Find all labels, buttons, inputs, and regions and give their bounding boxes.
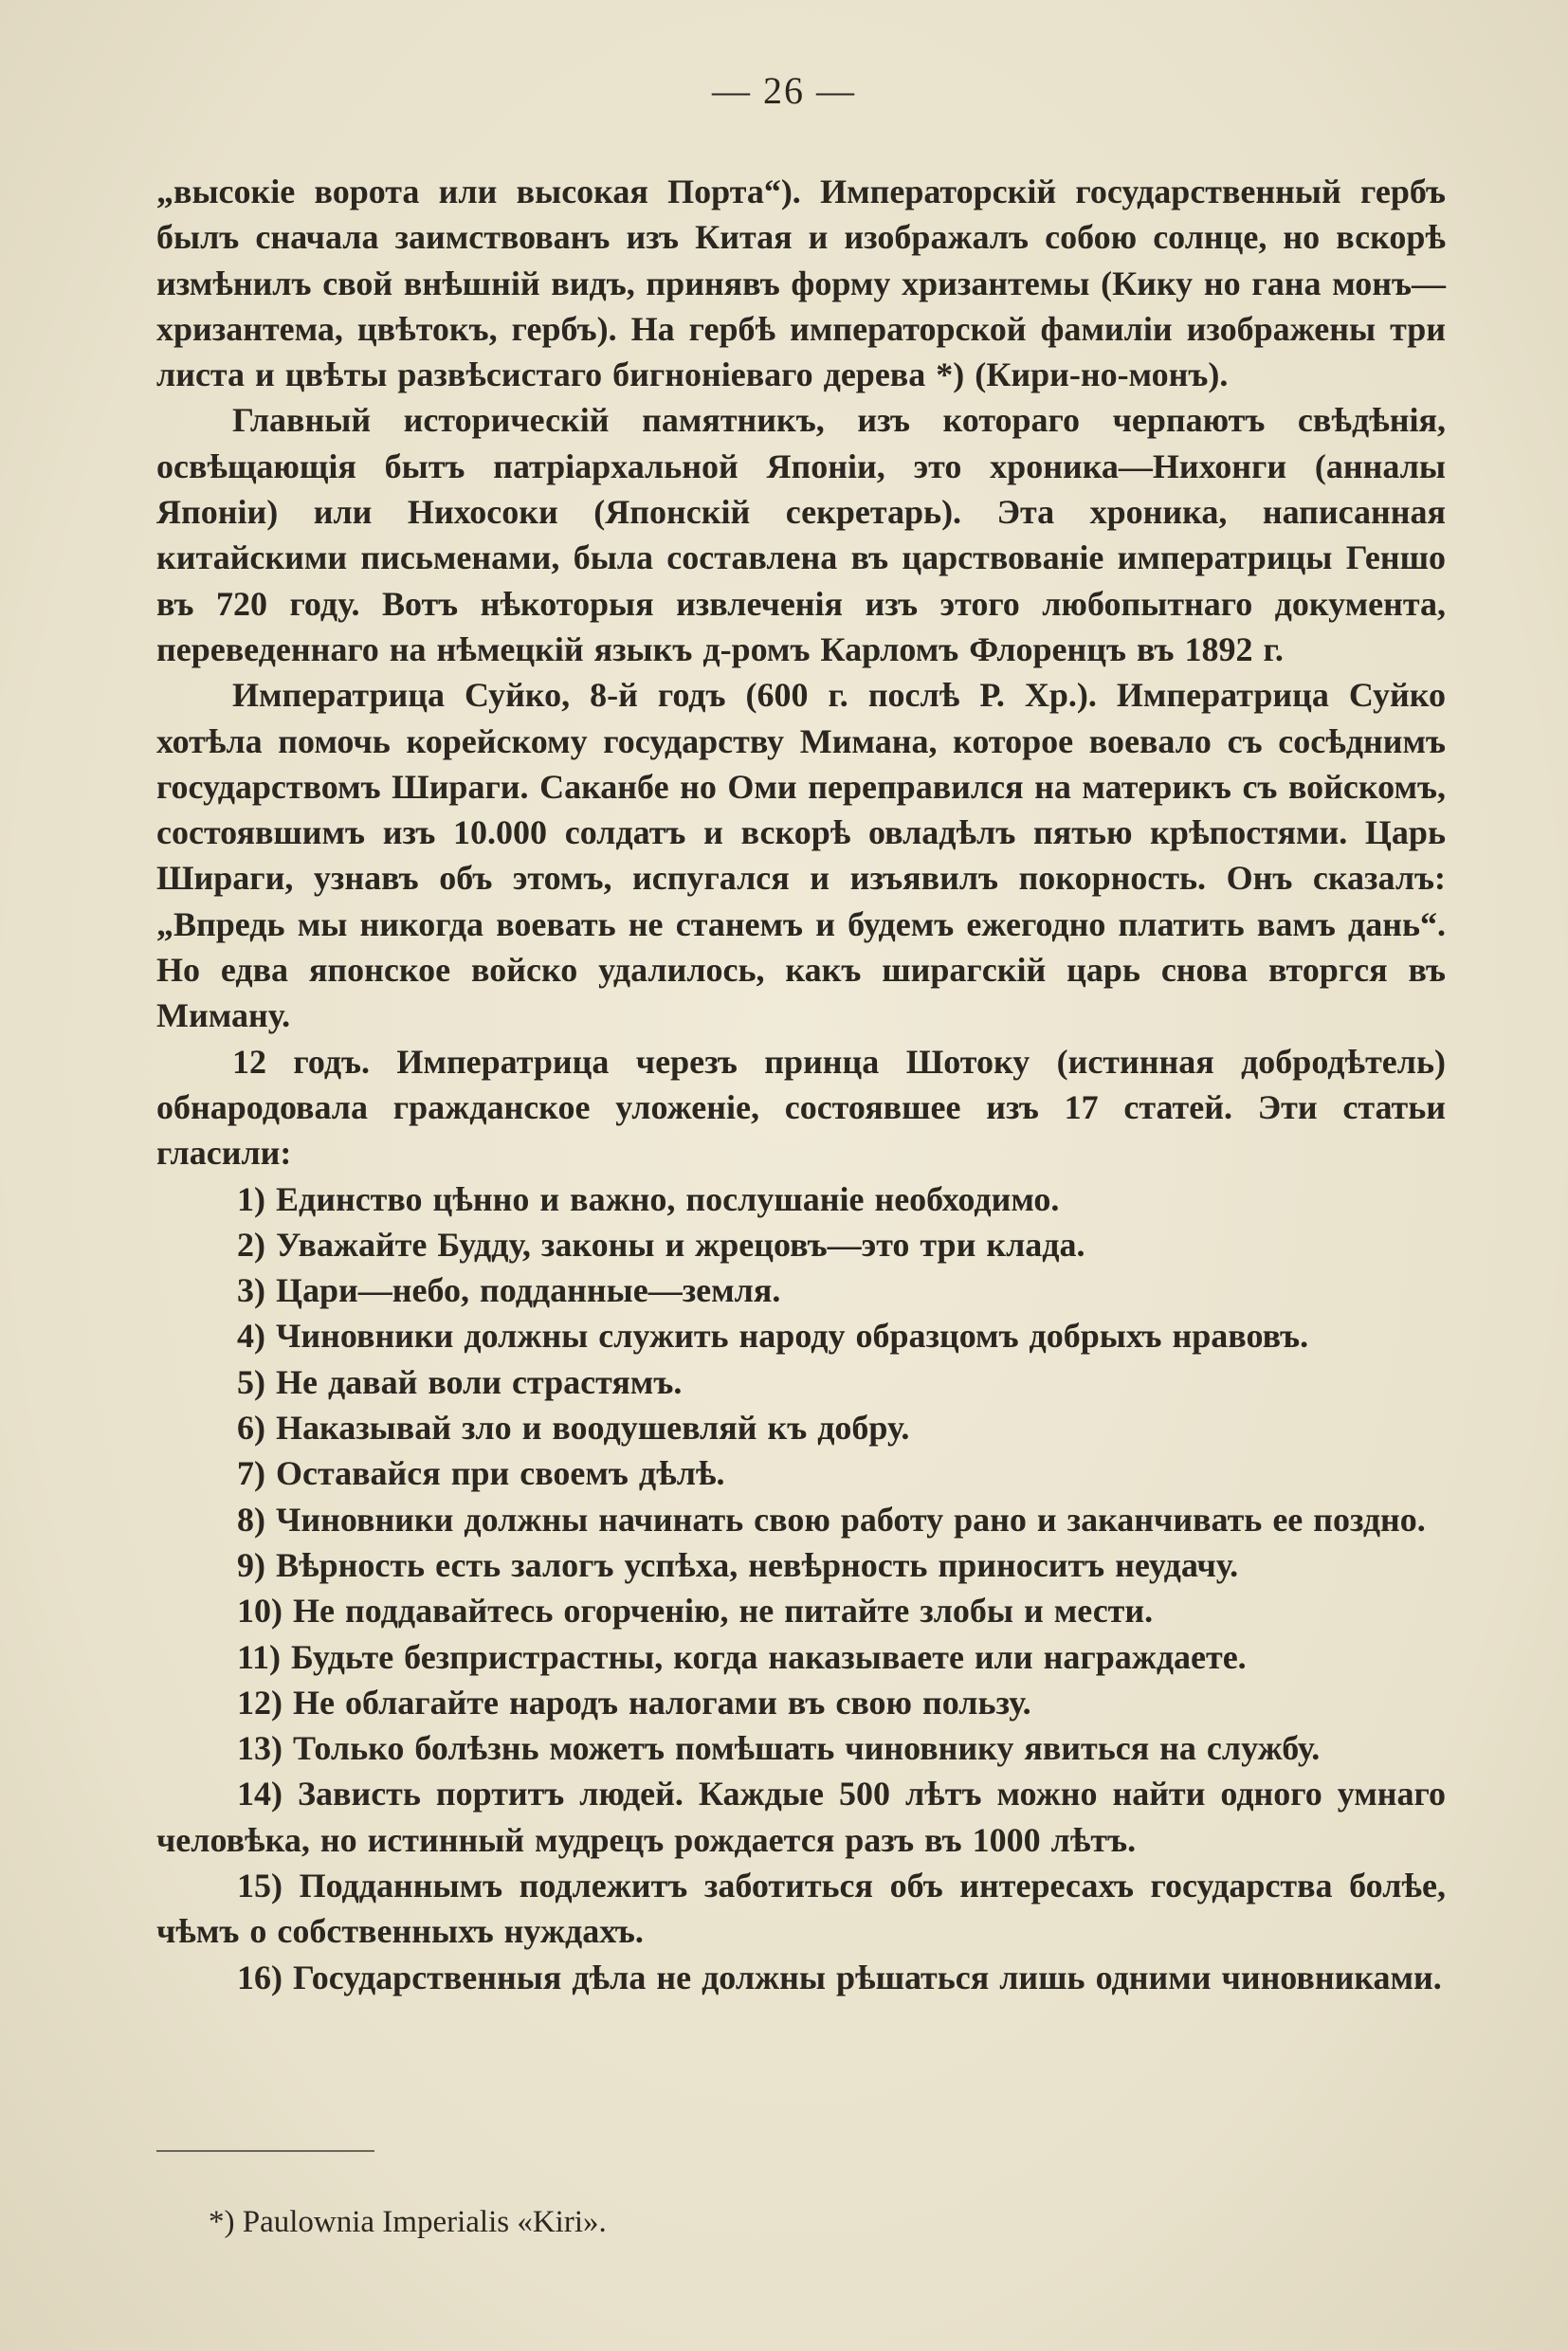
- list-item: 10) Не поддавайтесь огорченію, не питайте злобы и мести.: [237, 1592, 1154, 1631]
- list-item: 6) Наказывай зло и воодушевляй къ добру.: [237, 1409, 910, 1448]
- footnote: *) Paulownia Imperialis «Kiri».: [209, 2205, 607, 2239]
- list-item: 7) Оставайся при своемъ дѣлѣ.: [237, 1454, 725, 1493]
- footnote-divider: [156, 2150, 374, 2152]
- list-item: 2) Уважайте Будду, законы и жрецовъ—это три клада.: [237, 1225, 1085, 1264]
- list-item: 1) Единство цѣнно и важно, послушаніе необходимо.: [237, 1179, 1060, 1218]
- paragraph-civil-code: 12 годъ. Императрица черезъ принца Шотоку (истинная добродѣтель) обнародовала гражданское уложеніе, состоявшее изъ 17 статей. Эти статьи гласили:: [156, 1042, 1446, 1173]
- list-item: 5) Не давай воли страстямъ.: [237, 1362, 683, 1401]
- list-item: 15) Подданнымъ подлежитъ заботиться объ интересахъ государства болѣе, чѣмъ о собственныхъ нуждахъ.: [156, 1866, 1446, 1951]
- list-item: 12) Не облагайте народъ налогами въ свою пользу.: [237, 1683, 1031, 1722]
- list-item: 13) Только болѣзнь можетъ помѣшать чиновнику явиться на службу.: [237, 1729, 1321, 1768]
- list-item: 3) Цари—небо, подданные—земля.: [237, 1271, 781, 1310]
- page-number: — 26 —: [712, 69, 856, 112]
- articles-list: [156, 1176, 1446, 2000]
- paragraph-empress-suiko: Императрица Суйко, 8-й годъ (600 г. послѣ Р. Хр.). Императрица Суйко хотѣла помочь корейскому государству Мимана, которое воевало съ сосѣднимъ государствомъ Шираги. Саканбе но Оми переправился на материкъ съ войскомъ, состоявшимъ изъ 10.000 солдатъ и вскорѣ овладѣлъ пятью крѣпостями. Царь Шираги, узнавъ объ этомъ, испугался и изъявилъ покорность. Онъ сказалъ: „Впредь мы никогда воевать не станемъ и будемъ ежегодно платить вамъ дань“. Но едва японское войско удалилось, какъ ширагскій царь снова вторгся въ Миману.: [156, 676, 1446, 1035]
- list-item: 16) Государственныя дѣла не должны рѣшаться лишь одними чиновниками.: [237, 1958, 1442, 1996]
- list-item: 9) Вѣрность есть залогъ успѣха, невѣрность приноситъ неудачу.: [237, 1545, 1239, 1584]
- list-item: 8) Чиновники должны начинать свою работу рано и заканчивать ее поздно.: [237, 1500, 1426, 1539]
- list-item: 14) Зависть портитъ людей. Каждые 500 лѣтъ можно найти одного умнаго человѣка, но истинный мудрецъ рождается разъ въ 1000 лѣтъ.: [156, 1775, 1446, 1859]
- list-item: 11) Будьте безпристрастны, когда наказываете или награждаете.: [237, 1637, 1247, 1676]
- paragraph-chronicle: Главный историческій памятникъ, изъ котораго черпаютъ свѣдѣнія, освѣщающія бытъ патріархальной Японіи, это хроника—Нихонги (анналы Японіи) или Нихосоки (Японскій секретарь). Эта хроника, написанная китайскими письменами, была составлена въ царствованіе императрицы Геншо въ 720 году. Вотъ нѣкоторыя извлеченія изъ этого любопытнаго документа, переведеннаго на нѣмецкій языкъ д-ромъ Карломъ Флоренцъ въ 1892 г.: [156, 401, 1446, 668]
- list-item: 4) Чиновники должны служить народу образцомъ добрыхъ нравовъ.: [237, 1317, 1309, 1356]
- page-body: [156, 169, 1446, 2000]
- paragraph-continuation: „высокіе ворота или высокая Порта“). Императорскій государственный гербъ былъ сначала заимствованъ изъ Китая и изображалъ собою солнце, но вскорѣ измѣнилъ свой внѣшній видъ, принявъ форму хризантемы (Кику но гана монъ—хризантема, цвѣтокъ, гербъ). На гербѣ императорской фамиліи изображены три листа и цвѣты развѣсистаго бигноніеваго дерева *) (Кири-но-монъ).: [156, 173, 1446, 394]
